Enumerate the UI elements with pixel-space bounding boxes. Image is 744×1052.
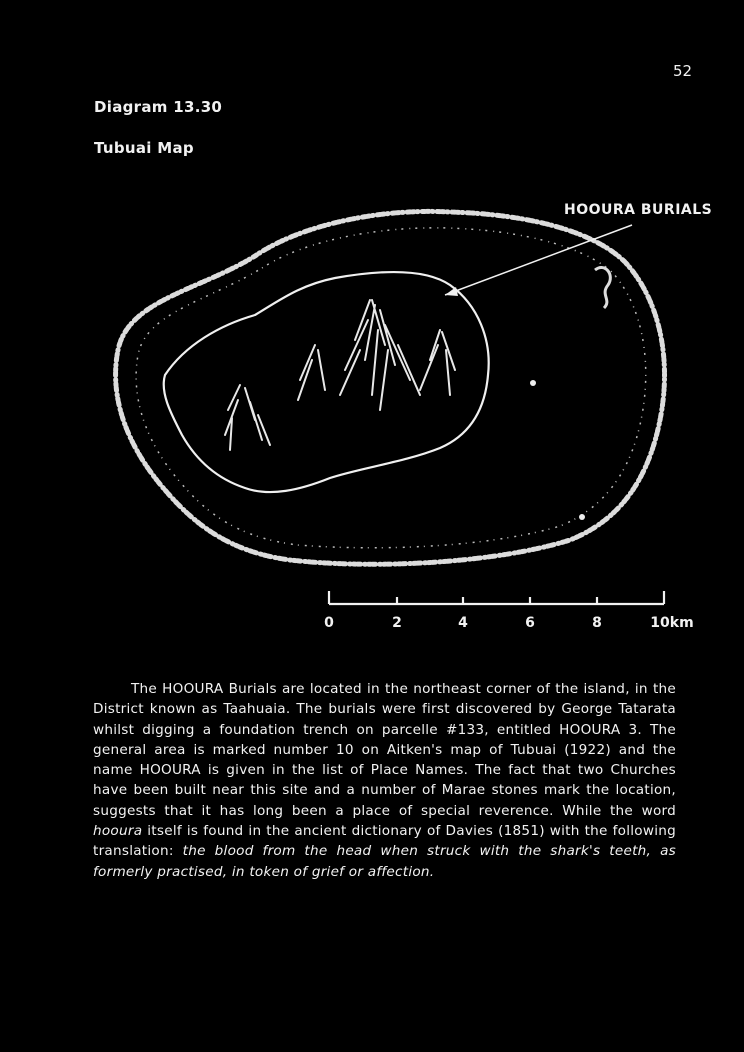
page-number: 52 xyxy=(673,62,693,80)
arrowhead xyxy=(445,287,458,296)
mountain-relief xyxy=(225,300,455,450)
scale-label-10km: 10km xyxy=(650,615,694,631)
body-paragraph xyxy=(93,679,676,882)
islet xyxy=(530,380,536,386)
scale-label-2: 2 xyxy=(392,615,402,631)
body-text-segment: itself is found in the ancient dictionary of Davies (1851) with the following translation: xyxy=(93,823,676,860)
body-text-segment: The HOOURA Burials are located in the northeast corner of the island, in the District known as Taahuaia. The burials were first discovered by George Tatarata whilst digging a foundation trench on parcelle #133, entitled HOOURA 3. The general area is marked number 10 on Aitken's map of Tubuai (1922) and the name HOOURA is given in the list of Place Names. The fact that two Churches have been built near this site and a number of Marae stones mark the location, suggests that it has long been a place of special reverence. While the word xyxy=(93,681,676,819)
diagram-title: Diagram 13.30 xyxy=(94,98,223,116)
map-title: Tubuai Map xyxy=(94,139,194,157)
callout-arrow xyxy=(445,225,632,295)
scale-label-8: 8 xyxy=(592,615,602,631)
islet xyxy=(595,268,610,308)
scale-label-0: 0 xyxy=(324,615,334,631)
scale-bar xyxy=(329,591,664,604)
body-text-italic-translation: the blood from the head when struck with the shark's teeth, as formerly practised, in token of grief or affection. xyxy=(93,843,676,880)
hooura-burials-label: HOOURA BURIALS xyxy=(564,202,713,218)
outer-reef xyxy=(116,211,665,564)
island-outline xyxy=(164,272,489,492)
body-text-italic-word: hooura xyxy=(93,823,143,840)
scale-label-6: 6 xyxy=(525,615,535,631)
scale-label-4: 4 xyxy=(458,615,468,631)
islet xyxy=(579,514,585,520)
